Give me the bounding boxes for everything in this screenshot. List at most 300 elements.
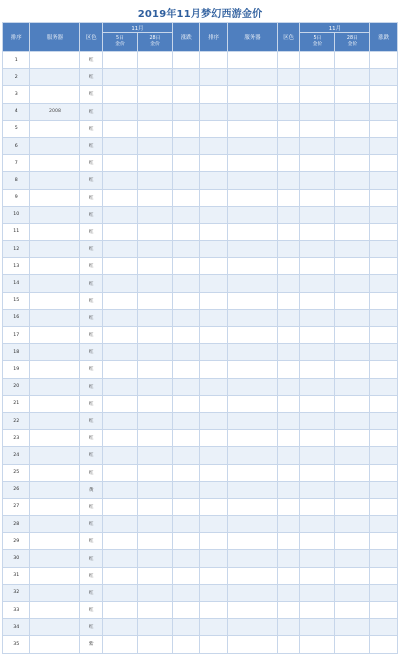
price-day28 xyxy=(335,533,370,550)
server-name xyxy=(30,533,80,550)
zone-color: 红 xyxy=(80,516,102,533)
row-index: 9 xyxy=(3,189,30,206)
price-change xyxy=(172,241,199,258)
price-day28 xyxy=(335,103,370,120)
row-index: 7 xyxy=(3,155,30,172)
price-day28 xyxy=(335,172,370,189)
price-day5 xyxy=(102,533,137,550)
zone-color: 红 xyxy=(80,155,102,172)
price-day28 xyxy=(335,309,370,326)
price-day28 xyxy=(137,567,172,584)
server-name xyxy=(30,275,80,292)
price-day28 xyxy=(335,602,370,619)
price-day5 xyxy=(102,223,137,240)
price-change xyxy=(172,120,199,137)
row-index xyxy=(200,361,227,378)
price-day28 xyxy=(137,412,172,429)
price-change xyxy=(172,464,199,481)
server-name: 2008 xyxy=(30,103,80,120)
price-change xyxy=(172,412,199,429)
price-day5 xyxy=(102,258,137,275)
server-name xyxy=(227,584,277,601)
server-name xyxy=(227,103,277,120)
server-name xyxy=(227,550,277,567)
price-day5 xyxy=(102,155,137,172)
table-row xyxy=(3,172,398,189)
zone-color: 红 xyxy=(80,206,102,223)
zone-color xyxy=(277,327,299,344)
server-name xyxy=(30,430,80,447)
price-day28 xyxy=(137,464,172,481)
row-index xyxy=(200,206,227,223)
price-day5 xyxy=(102,327,137,344)
row-index xyxy=(200,275,227,292)
price-change xyxy=(172,258,199,275)
price-day28 xyxy=(137,481,172,498)
zone-color xyxy=(277,292,299,309)
price-day5 xyxy=(300,464,335,481)
row-index: 15 xyxy=(3,292,30,309)
zone-color xyxy=(277,69,299,86)
price-day5 xyxy=(102,602,137,619)
price-day28 xyxy=(137,619,172,636)
server-name xyxy=(227,309,277,326)
table-row xyxy=(3,550,398,567)
price-day5 xyxy=(300,86,335,103)
price-change xyxy=(172,395,199,412)
price-day28 xyxy=(335,430,370,447)
row-index xyxy=(200,464,227,481)
zone-color xyxy=(277,602,299,619)
price-day5 xyxy=(102,567,137,584)
price-day5 xyxy=(300,481,335,498)
gold-price-table xyxy=(2,22,398,654)
table-row xyxy=(3,533,398,550)
zone-color xyxy=(277,120,299,137)
price-day5 xyxy=(300,533,335,550)
table-row xyxy=(3,481,398,498)
server-name xyxy=(30,309,80,326)
table-body xyxy=(3,52,398,654)
price-day5 xyxy=(300,378,335,395)
zone-color xyxy=(277,533,299,550)
row-index: 17 xyxy=(3,327,30,344)
price-day5 xyxy=(102,619,137,636)
price-change xyxy=(370,172,398,189)
server-name xyxy=(30,602,80,619)
server-name xyxy=(30,516,80,533)
zone-color: 红 xyxy=(80,447,102,464)
server-name xyxy=(227,464,277,481)
price-change xyxy=(172,602,199,619)
server-name xyxy=(227,292,277,309)
row-index xyxy=(200,52,227,69)
table-row xyxy=(3,378,398,395)
price-change xyxy=(172,206,199,223)
row-index xyxy=(200,584,227,601)
price-change xyxy=(370,361,398,378)
price-day5 xyxy=(102,52,137,69)
zone-color: 红 xyxy=(80,223,102,240)
row-index xyxy=(200,516,227,533)
price-day28 xyxy=(137,52,172,69)
server-name xyxy=(30,447,80,464)
price-change xyxy=(370,103,398,120)
row-index: 33 xyxy=(3,602,30,619)
zone-color xyxy=(277,275,299,292)
server-name xyxy=(227,241,277,258)
price-change xyxy=(370,533,398,550)
zone-color: 红 xyxy=(80,395,102,412)
price-day5 xyxy=(102,378,137,395)
row-index xyxy=(200,137,227,154)
price-day5 xyxy=(300,412,335,429)
col-header-change-left: 涨跌 xyxy=(172,23,199,52)
table-row xyxy=(3,137,398,154)
price-day28 xyxy=(335,327,370,344)
price-day5 xyxy=(300,430,335,447)
price-change xyxy=(370,550,398,567)
zone-color: 红 xyxy=(80,378,102,395)
price-change xyxy=(370,636,398,653)
price-day28 xyxy=(137,258,172,275)
zone-color xyxy=(277,52,299,69)
price-day5 xyxy=(102,241,137,258)
price-day28 xyxy=(335,619,370,636)
row-index: 23 xyxy=(3,430,30,447)
table-row xyxy=(3,69,398,86)
price-day28 xyxy=(137,275,172,292)
price-day5 xyxy=(102,498,137,515)
table-row xyxy=(3,602,398,619)
price-day28 xyxy=(137,447,172,464)
price-day5 xyxy=(300,550,335,567)
row-index xyxy=(200,550,227,567)
server-name xyxy=(227,344,277,361)
price-change xyxy=(172,619,199,636)
row-index xyxy=(200,412,227,429)
table-row xyxy=(3,430,398,447)
row-index: 16 xyxy=(3,309,30,326)
price-day5 xyxy=(102,292,137,309)
price-day5 xyxy=(102,172,137,189)
zone-color: 红 xyxy=(80,189,102,206)
price-day28 xyxy=(137,103,172,120)
price-day28 xyxy=(137,69,172,86)
price-day5 xyxy=(102,412,137,429)
price-day5 xyxy=(300,137,335,154)
zone-color xyxy=(277,103,299,120)
table-row xyxy=(3,258,398,275)
zone-color: 红 xyxy=(80,344,102,361)
zone-color: 红 xyxy=(80,619,102,636)
price-day5 xyxy=(102,361,137,378)
price-change xyxy=(172,516,199,533)
server-name xyxy=(30,120,80,137)
row-index: 1 xyxy=(3,52,30,69)
price-change xyxy=(370,69,398,86)
price-change xyxy=(172,52,199,69)
zone-color xyxy=(277,498,299,515)
price-change xyxy=(172,292,199,309)
price-day28 xyxy=(335,223,370,240)
table-row xyxy=(3,241,398,258)
price-day5 xyxy=(102,447,137,464)
price-change xyxy=(172,189,199,206)
price-day28 xyxy=(335,567,370,584)
col-header-day5-left: 5日 金价 xyxy=(102,33,137,52)
price-change xyxy=(370,481,398,498)
server-name xyxy=(30,137,80,154)
price-day28 xyxy=(137,395,172,412)
price-day5 xyxy=(102,275,137,292)
server-name xyxy=(227,447,277,464)
price-day5 xyxy=(300,275,335,292)
price-day28 xyxy=(137,172,172,189)
price-day5 xyxy=(102,86,137,103)
price-day5 xyxy=(102,309,137,326)
row-index: 34 xyxy=(3,619,30,636)
price-change xyxy=(172,361,199,378)
price-day5 xyxy=(300,619,335,636)
row-index: 12 xyxy=(3,241,30,258)
zone-color: 红 xyxy=(80,550,102,567)
price-day5 xyxy=(102,430,137,447)
price-day5 xyxy=(300,69,335,86)
server-name xyxy=(30,344,80,361)
price-day28 xyxy=(335,481,370,498)
price-day28 xyxy=(335,155,370,172)
price-change xyxy=(172,481,199,498)
table-row xyxy=(3,120,398,137)
server-name xyxy=(30,223,80,240)
price-change xyxy=(370,258,398,275)
price-change xyxy=(370,619,398,636)
server-name xyxy=(30,498,80,515)
price-day5 xyxy=(300,344,335,361)
price-change xyxy=(172,103,199,120)
zone-color xyxy=(277,172,299,189)
server-name xyxy=(30,241,80,258)
row-index xyxy=(200,378,227,395)
zone-color: 红 xyxy=(80,498,102,515)
price-day28 xyxy=(137,550,172,567)
price-change xyxy=(370,52,398,69)
price-change xyxy=(370,155,398,172)
zone-color xyxy=(277,412,299,429)
row-index: 30 xyxy=(3,550,30,567)
price-change xyxy=(370,241,398,258)
price-day28 xyxy=(335,447,370,464)
col-header-idx-right: 排序 xyxy=(200,23,227,52)
table-row xyxy=(3,275,398,292)
price-day28 xyxy=(335,344,370,361)
row-index xyxy=(200,344,227,361)
price-day28 xyxy=(335,516,370,533)
price-change xyxy=(172,447,199,464)
price-day28 xyxy=(335,636,370,653)
zone-color: 红 xyxy=(80,309,102,326)
price-change xyxy=(370,567,398,584)
table-row xyxy=(3,52,398,69)
row-index: 22 xyxy=(3,412,30,429)
col-header-day5-right: 5日 金价 xyxy=(300,33,335,52)
price-day28 xyxy=(335,584,370,601)
price-day28 xyxy=(335,52,370,69)
price-day5 xyxy=(300,206,335,223)
zone-color xyxy=(277,636,299,653)
col-header-color-right: 区色 xyxy=(277,23,299,52)
server-name xyxy=(227,327,277,344)
price-day5 xyxy=(102,464,137,481)
table-row xyxy=(3,619,398,636)
server-name xyxy=(30,378,80,395)
row-index: 11 xyxy=(3,223,30,240)
server-name xyxy=(227,516,277,533)
price-change xyxy=(370,344,398,361)
price-day5 xyxy=(102,636,137,653)
price-change xyxy=(370,275,398,292)
price-day5 xyxy=(102,550,137,567)
server-name xyxy=(227,412,277,429)
row-index xyxy=(200,481,227,498)
price-day28 xyxy=(335,412,370,429)
zone-color xyxy=(277,567,299,584)
col-header-server-left: 服务器 xyxy=(30,23,80,52)
table-row xyxy=(3,206,398,223)
table-row xyxy=(3,223,398,240)
price-change xyxy=(370,464,398,481)
zone-color xyxy=(277,395,299,412)
server-name xyxy=(30,464,80,481)
server-name xyxy=(227,498,277,515)
row-index xyxy=(200,619,227,636)
row-index xyxy=(200,602,227,619)
row-index xyxy=(200,636,227,653)
price-change xyxy=(172,550,199,567)
price-day28 xyxy=(137,498,172,515)
server-name xyxy=(30,189,80,206)
price-day28 xyxy=(137,155,172,172)
price-day5 xyxy=(300,447,335,464)
price-day28 xyxy=(335,395,370,412)
price-change xyxy=(172,567,199,584)
price-day5 xyxy=(300,223,335,240)
row-index: 2 xyxy=(3,69,30,86)
server-name xyxy=(227,378,277,395)
price-change xyxy=(370,498,398,515)
row-index xyxy=(200,498,227,515)
row-index: 27 xyxy=(3,498,30,515)
zone-color xyxy=(277,619,299,636)
zone-color: 红 xyxy=(80,412,102,429)
zone-color: 红 xyxy=(80,69,102,86)
row-index: 10 xyxy=(3,206,30,223)
server-name xyxy=(227,69,277,86)
zone-color xyxy=(277,223,299,240)
row-index xyxy=(200,533,227,550)
price-day28 xyxy=(137,533,172,550)
price-day5 xyxy=(300,241,335,258)
price-change xyxy=(172,584,199,601)
price-change xyxy=(172,533,199,550)
row-index xyxy=(200,447,227,464)
row-index xyxy=(200,69,227,86)
server-name xyxy=(227,602,277,619)
price-day5 xyxy=(300,498,335,515)
price-change xyxy=(172,155,199,172)
server-name xyxy=(227,120,277,137)
zone-color: 红 xyxy=(80,327,102,344)
row-index xyxy=(200,327,227,344)
server-name xyxy=(227,430,277,447)
row-index xyxy=(200,189,227,206)
price-change xyxy=(172,275,199,292)
col-header-server-right: 服务器 xyxy=(227,23,277,52)
zone-color xyxy=(277,344,299,361)
price-change xyxy=(172,86,199,103)
server-name xyxy=(227,172,277,189)
price-day5 xyxy=(300,327,335,344)
price-day5 xyxy=(300,309,335,326)
price-day28 xyxy=(137,344,172,361)
row-index xyxy=(200,86,227,103)
zone-color xyxy=(277,86,299,103)
zone-color: 黄 xyxy=(80,481,102,498)
price-day5 xyxy=(102,189,137,206)
server-name xyxy=(227,223,277,240)
server-name xyxy=(30,327,80,344)
price-change xyxy=(172,69,199,86)
table-row xyxy=(3,327,398,344)
price-change xyxy=(172,636,199,653)
zone-color: 红 xyxy=(80,275,102,292)
server-name xyxy=(227,567,277,584)
table-row xyxy=(3,189,398,206)
price-day5 xyxy=(300,602,335,619)
price-day5 xyxy=(102,103,137,120)
price-day28 xyxy=(335,258,370,275)
row-index: 32 xyxy=(3,584,30,601)
zone-color xyxy=(277,550,299,567)
table-row xyxy=(3,636,398,653)
zone-color: 红 xyxy=(80,361,102,378)
price-day5 xyxy=(300,636,335,653)
price-change xyxy=(370,395,398,412)
price-day5 xyxy=(300,172,335,189)
price-day5 xyxy=(300,516,335,533)
price-day5 xyxy=(102,395,137,412)
col-header-idx-left: 排序 xyxy=(3,23,30,52)
price-day5 xyxy=(102,481,137,498)
zone-color xyxy=(277,430,299,447)
price-day28 xyxy=(137,206,172,223)
price-day28 xyxy=(335,241,370,258)
row-index xyxy=(200,430,227,447)
row-index: 19 xyxy=(3,361,30,378)
zone-color xyxy=(277,206,299,223)
price-day28 xyxy=(335,550,370,567)
price-day5 xyxy=(300,258,335,275)
zone-color: 红 xyxy=(80,86,102,103)
row-index: 35 xyxy=(3,636,30,653)
server-name xyxy=(30,86,80,103)
price-day28 xyxy=(137,241,172,258)
price-day5 xyxy=(102,516,137,533)
table-row xyxy=(3,464,398,481)
server-name xyxy=(30,550,80,567)
row-index: 5 xyxy=(3,120,30,137)
